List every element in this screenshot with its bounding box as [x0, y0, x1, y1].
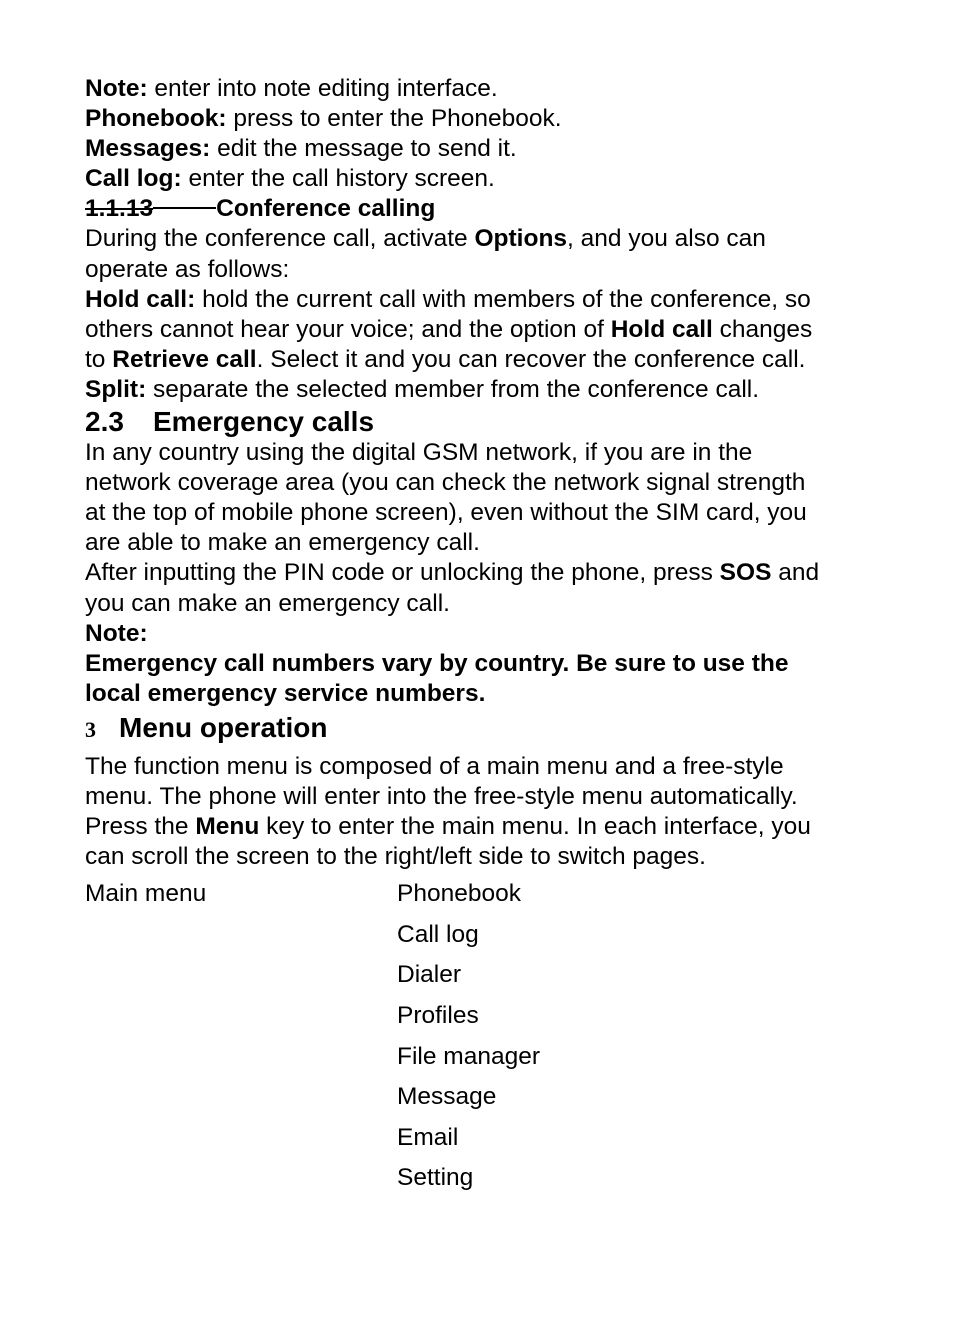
def-note [85, 74, 885, 104]
text-run: . Select it and you can recover the conference call. [256, 345, 806, 373]
split-term: Split: [85, 375, 147, 403]
def-call-log [85, 164, 885, 194]
table-row [85, 920, 885, 961]
main-menu-label: Main menu [85, 880, 207, 908]
page-content [85, 74, 885, 1204]
table-row [85, 1001, 885, 1042]
conference-heading [85, 194, 885, 224]
hold-call-term: Hold call: [85, 285, 196, 313]
emergency-line-2: network coverage area (you can check the network signal strength [85, 469, 806, 497]
menu-item-phonebook: Phonebook [397, 880, 521, 908]
note-label: Note: [85, 619, 148, 647]
table-row [85, 1123, 885, 1164]
text-run: and [771, 559, 820, 587]
table-row [85, 1042, 885, 1083]
text-run: hold the current call with members of the conference, so [195, 285, 811, 313]
split-line [85, 375, 885, 405]
options-keyword: Options [474, 225, 568, 253]
sos-keyword: SOS [719, 559, 772, 587]
text-run: Press the [85, 813, 196, 841]
menu-heading [85, 711, 885, 746]
conference-para-1 [85, 224, 885, 254]
menu-keyword: Menu [195, 813, 260, 841]
text-run: separate the selected member from the conference call. [146, 375, 760, 403]
hold-call-line-3 [85, 345, 885, 375]
text-run: changes [712, 315, 813, 343]
menu-item-setting: Setting [397, 1164, 474, 1192]
emergency-line-4: are able to make an emergency call. [85, 529, 480, 557]
conference-para-1-cont: operate as follows: [85, 255, 290, 283]
main-menu-table [85, 879, 885, 1204]
def-text: edit the message to send it. [210, 135, 517, 163]
menu-line-3 [85, 812, 885, 842]
heading-rule [153, 207, 216, 209]
def-term: Phonebook: [85, 105, 227, 133]
table-row [85, 960, 885, 1001]
conference-title: Conference calling [216, 195, 436, 223]
text-run: , and you also can [567, 225, 766, 253]
def-term: Note: [85, 75, 148, 102]
text-run: to [85, 345, 113, 373]
text-run: key to enter the main menu. In each interface, you [259, 813, 811, 841]
note-line-2: local emergency service numbers. [85, 679, 486, 707]
menu-item-message: Message [397, 1083, 497, 1111]
menu-line-4: can scroll the screen to the right/left side to switch pages. [85, 843, 706, 871]
menu-item-call-log: Call log [397, 920, 479, 948]
menu-item-email: Email [397, 1123, 459, 1151]
def-text: enter the call history screen. [181, 165, 495, 193]
menu-line-2: menu. The phone will enter into the free-style menu automatically. [85, 782, 798, 810]
text-run: others cannot hear your voice; and the option of [85, 315, 611, 343]
def-text: press to enter the Phonebook. [226, 105, 562, 133]
emergency-line-1: In any country using the digital GSM network, if you are in the [85, 439, 753, 467]
hold-call-keyword: Hold call [610, 315, 713, 343]
hold-call-line-2 [85, 315, 885, 345]
menu-item-dialer: Dialer [397, 961, 461, 989]
emergency-line-3: at the top of mobile phone screen), even without the SIM card, you [85, 499, 807, 527]
emergency-line-6: you can make an emergency call. [85, 589, 450, 617]
emergency-heading [85, 405, 885, 438]
def-phonebook [85, 104, 885, 134]
emergency-line-5 [85, 558, 885, 588]
retrieve-call-keyword: Retrieve call [112, 345, 257, 373]
def-term: Call log: [85, 165, 182, 193]
table-row [85, 1082, 885, 1123]
text-run: After inputting the PIN code or unlocking the phone, press [85, 559, 720, 587]
table-row [85, 879, 885, 920]
def-text: enter into note editing interface. [147, 75, 498, 102]
menu-item-file-manager: File manager [397, 1042, 540, 1070]
note-line-1: Emergency call numbers vary by country. Be sure to use the [85, 649, 789, 677]
hold-call-line-1 [85, 285, 885, 315]
def-messages [85, 134, 885, 164]
menu-line-1: The function menu is composed of a main menu and a free-style [85, 752, 784, 780]
def-term: Messages: [85, 135, 211, 163]
section-number: 3 [85, 716, 96, 742]
menu-item-profiles: Profiles [397, 1002, 479, 1030]
table-row [85, 1163, 885, 1204]
section-title: Emergency calls [153, 406, 375, 438]
conference-number: 1.1.13 [85, 195, 154, 223]
section-title: Menu operation [119, 711, 328, 743]
section-number: 2.3 [85, 406, 124, 438]
text-run: During the conference call, activate [85, 225, 475, 253]
